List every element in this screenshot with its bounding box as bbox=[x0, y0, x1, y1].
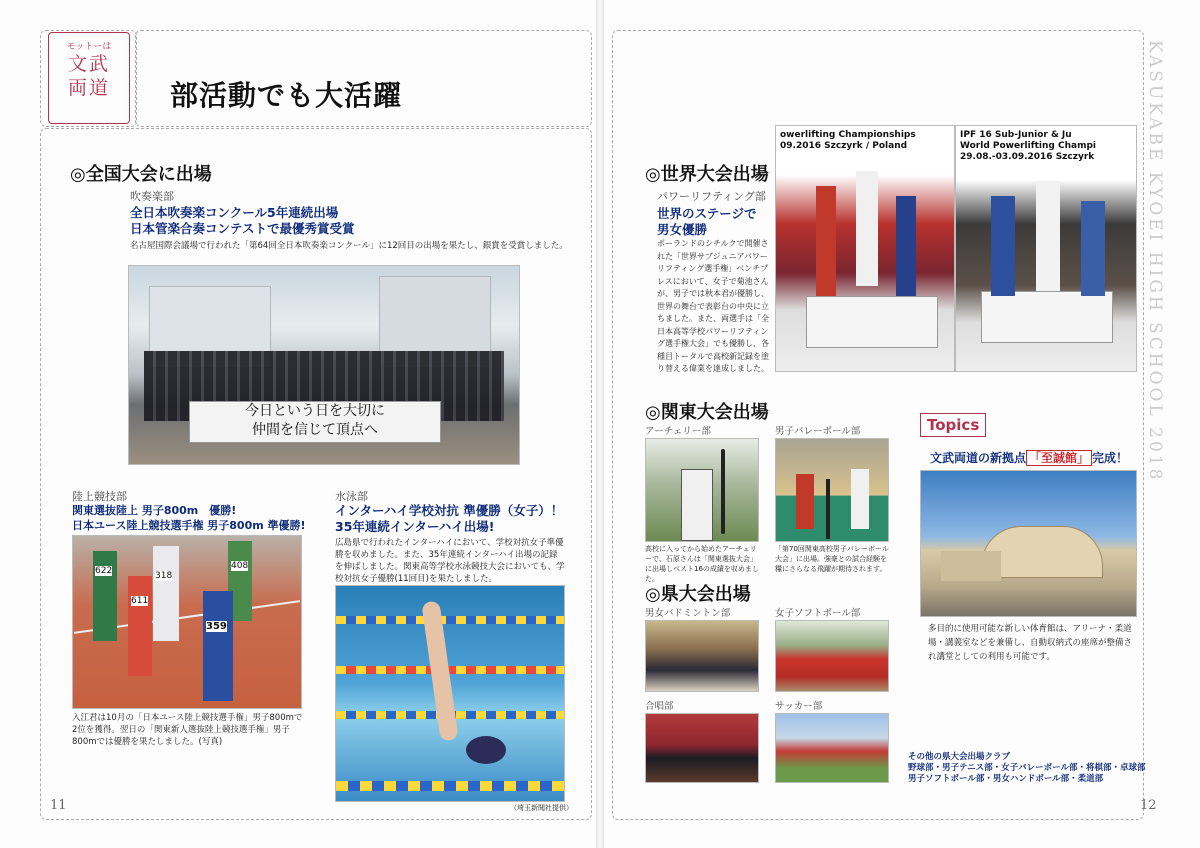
volleyball-caption: 「第70回関東高校男子バレーボール大会」に出場。強豪との試合経験を糧にさらなる飛躍が期待されます。 bbox=[775, 545, 889, 573]
banner-line-2: 仲間を信じて頂点へ bbox=[252, 422, 378, 438]
topics-head-pre: 文武両道の新拠点 bbox=[930, 451, 1027, 465]
motto-small: モットーは bbox=[66, 42, 112, 52]
track-headline-1: 関東選抜陸上 男子800m 優勝! bbox=[72, 504, 237, 517]
lane-rope-1 bbox=[336, 616, 564, 624]
volleyball-club: 男子バレーボール部 bbox=[775, 426, 861, 437]
world-body: ポーランドのシチルクで開催された「世界サブジュニアパワーリフティング選手権」ベンチプレスにおいて、女子で菊池さんが、男子では秋本君が優勝し、世界の舞台で表彰台の中央に立ちました。また、両選手は「全日本高等学校パワーリフティング選手権大会」でも優勝し、各種目トータルで高校新記録を塗り替える偉業を達成しました。 bbox=[657, 239, 769, 373]
podium-photo-women bbox=[775, 125, 955, 372]
brass-headline-1: 全日本吹奏楽コンクール5年連続出場 bbox=[130, 205, 339, 220]
bow bbox=[721, 449, 725, 534]
player-1 bbox=[796, 474, 814, 529]
swim-headline-2: 35年連続インターハイ出場! bbox=[335, 519, 495, 534]
volleyball-photo bbox=[775, 438, 889, 542]
topics-headline bbox=[930, 450, 1128, 466]
topics-body: 多目的に使用可能な新しい体育館は、アリーナ・柔道場・講義室などを兼備し、自動収納式の座席が整備され講堂としての利用も可能です。 bbox=[928, 624, 1133, 662]
banner-men-3: 29.08.-03.09.2016 Szczyrk bbox=[960, 152, 1095, 162]
bib-3: 408 bbox=[231, 561, 249, 571]
track-headline-2: 日本ユース陸上競技選手権 男子800m 準優勝! bbox=[72, 519, 306, 532]
podium-men bbox=[981, 291, 1113, 343]
badminton-photo bbox=[645, 620, 759, 692]
runner-4 bbox=[128, 576, 152, 676]
kanto-heading: ◎関東大会出場 bbox=[645, 402, 769, 423]
brass-headline-2: 日本管楽合奏コンテストで最優秀賞受賞 bbox=[130, 221, 355, 236]
player-2 bbox=[851, 469, 869, 529]
podium-photo-men bbox=[955, 125, 1137, 372]
national-heading: ◎全国大会に出場 bbox=[70, 164, 212, 185]
pref-heading: ◎県大会出場 bbox=[645, 584, 751, 605]
soccer-photo bbox=[775, 713, 889, 783]
athlete-center bbox=[856, 171, 878, 286]
page-title: 部活動でも大活躍 bbox=[170, 79, 403, 112]
swimmer-head bbox=[466, 736, 506, 764]
archery-club: アーチェリー部 bbox=[645, 426, 711, 437]
badminton-club: 男女バドミントン部 bbox=[645, 608, 731, 619]
track-club: 陸上競技部 bbox=[72, 490, 127, 503]
band-banner bbox=[189, 401, 441, 443]
other-clubs-line-1: 野球部・男子テニス部・女子バレーボール部・将棋部・卓球部 bbox=[908, 763, 1146, 773]
swim-headline-1: インターハイ学校対抗 準優勝（女子）！ bbox=[335, 503, 564, 518]
archery-caption: 高校に入ってから始めたアーチェリーで、石原さんは「関東選抜大会」に出場しベスト16の成績を収めました。 bbox=[645, 545, 759, 583]
archery-photo bbox=[645, 438, 759, 542]
softball-photo bbox=[775, 620, 889, 692]
banner-women-1: owerlifting Championships bbox=[780, 130, 916, 140]
banner-men-1: IPF 16 Sub-Junior & Ju bbox=[960, 130, 1072, 140]
chorus-photo bbox=[645, 713, 759, 783]
banner-line-1: 今日という日を大切に bbox=[245, 403, 385, 419]
archer bbox=[681, 469, 713, 541]
track-caption: 入江君は10月の「日本ユース陸上競技選手権」男子800mで2位を獲得。翌日の「関東新人選抜陸上競技選手権」男子800mでは優勝を果たしました。(写真) bbox=[72, 713, 303, 747]
vertical-school-name: KASUKABE KYOEI HIGH SCHOOL 2018 bbox=[1145, 40, 1165, 483]
runner-5 bbox=[203, 591, 233, 701]
brass-club: 吹奏楽部 bbox=[130, 190, 174, 203]
lane-rope-2 bbox=[336, 666, 564, 674]
topics-badge: Topics bbox=[920, 413, 986, 437]
podium-women bbox=[806, 296, 938, 348]
banner-women bbox=[780, 130, 916, 152]
gym-photo bbox=[920, 470, 1137, 617]
athlete-right bbox=[896, 196, 916, 296]
other-clubs-line-2: 男子ソフトボール部・男女ハンドボール部・柔道部 bbox=[908, 774, 1104, 784]
chorus-club: 合唱部 bbox=[645, 701, 674, 712]
powerlifting-club: パワーリフティング部 bbox=[657, 190, 766, 203]
athlete-men-right bbox=[1081, 201, 1105, 296]
motto-box bbox=[48, 32, 130, 124]
lane-rope-4 bbox=[336, 781, 564, 791]
page-number-right: 12 bbox=[1140, 798, 1157, 813]
banner-women-2: 09.2016 Szczyrk / Poland bbox=[780, 141, 908, 151]
swim-photo bbox=[335, 585, 565, 802]
bib-2: 318 bbox=[155, 571, 173, 581]
athlete-left bbox=[816, 186, 836, 296]
runner-1 bbox=[93, 551, 117, 641]
bib-5: 359 bbox=[206, 621, 227, 632]
topics-head-post: 完成！ bbox=[1092, 451, 1129, 465]
page-number-left: 11 bbox=[50, 798, 67, 813]
swim-club: 水泳部 bbox=[335, 490, 368, 503]
banner-men-2: World Powerlifting Champi bbox=[960, 141, 1096, 151]
topics-head-box: 「至誠館」 bbox=[1026, 450, 1092, 466]
world-heading: ◎世界大会出場 bbox=[645, 164, 769, 185]
world-headline-2: 男女優勝 bbox=[657, 222, 708, 237]
motto-line1: 文武 bbox=[67, 53, 110, 75]
page-spine bbox=[596, 0, 604, 848]
photo-credit: （埼玉新聞社提供） bbox=[510, 804, 573, 812]
soccer-club: サッカー部 bbox=[775, 701, 823, 712]
gym-wing bbox=[941, 551, 1001, 581]
brass-band-photo bbox=[128, 265, 520, 465]
runner-2 bbox=[153, 546, 179, 641]
banner-men bbox=[960, 130, 1096, 163]
other-clubs bbox=[908, 752, 1146, 785]
world-headline-1: 世界のステージで bbox=[657, 206, 757, 221]
brass-body: 名古屋国際会議場で行われた「第64回全日本吹奏楽コンクール」に12回目の出場を果たし、銀賞を受賞しました。 bbox=[130, 241, 568, 251]
bib-4: 611 bbox=[131, 596, 149, 606]
athlete-men-center bbox=[1036, 181, 1060, 291]
bib-1: 622 bbox=[95, 566, 113, 576]
athlete-men-left bbox=[991, 196, 1015, 296]
other-clubs-title: その他の県大会出場クラブ bbox=[908, 752, 1011, 762]
motto-line2: 両道 bbox=[67, 77, 110, 99]
swim-body: 広島県で行われたインターハイにおいて、学校対抗女子準優勝を収めました。また、35年連続インターハイ出場の記録を伸ばしました。関東高等学校水泳競技大会においても、学校対抗女子優勝(11回目)を果たしました。 bbox=[335, 538, 565, 584]
net-post bbox=[826, 479, 830, 539]
softball-club: 女子ソフトボール部 bbox=[775, 608, 861, 619]
track-photo bbox=[72, 535, 302, 709]
